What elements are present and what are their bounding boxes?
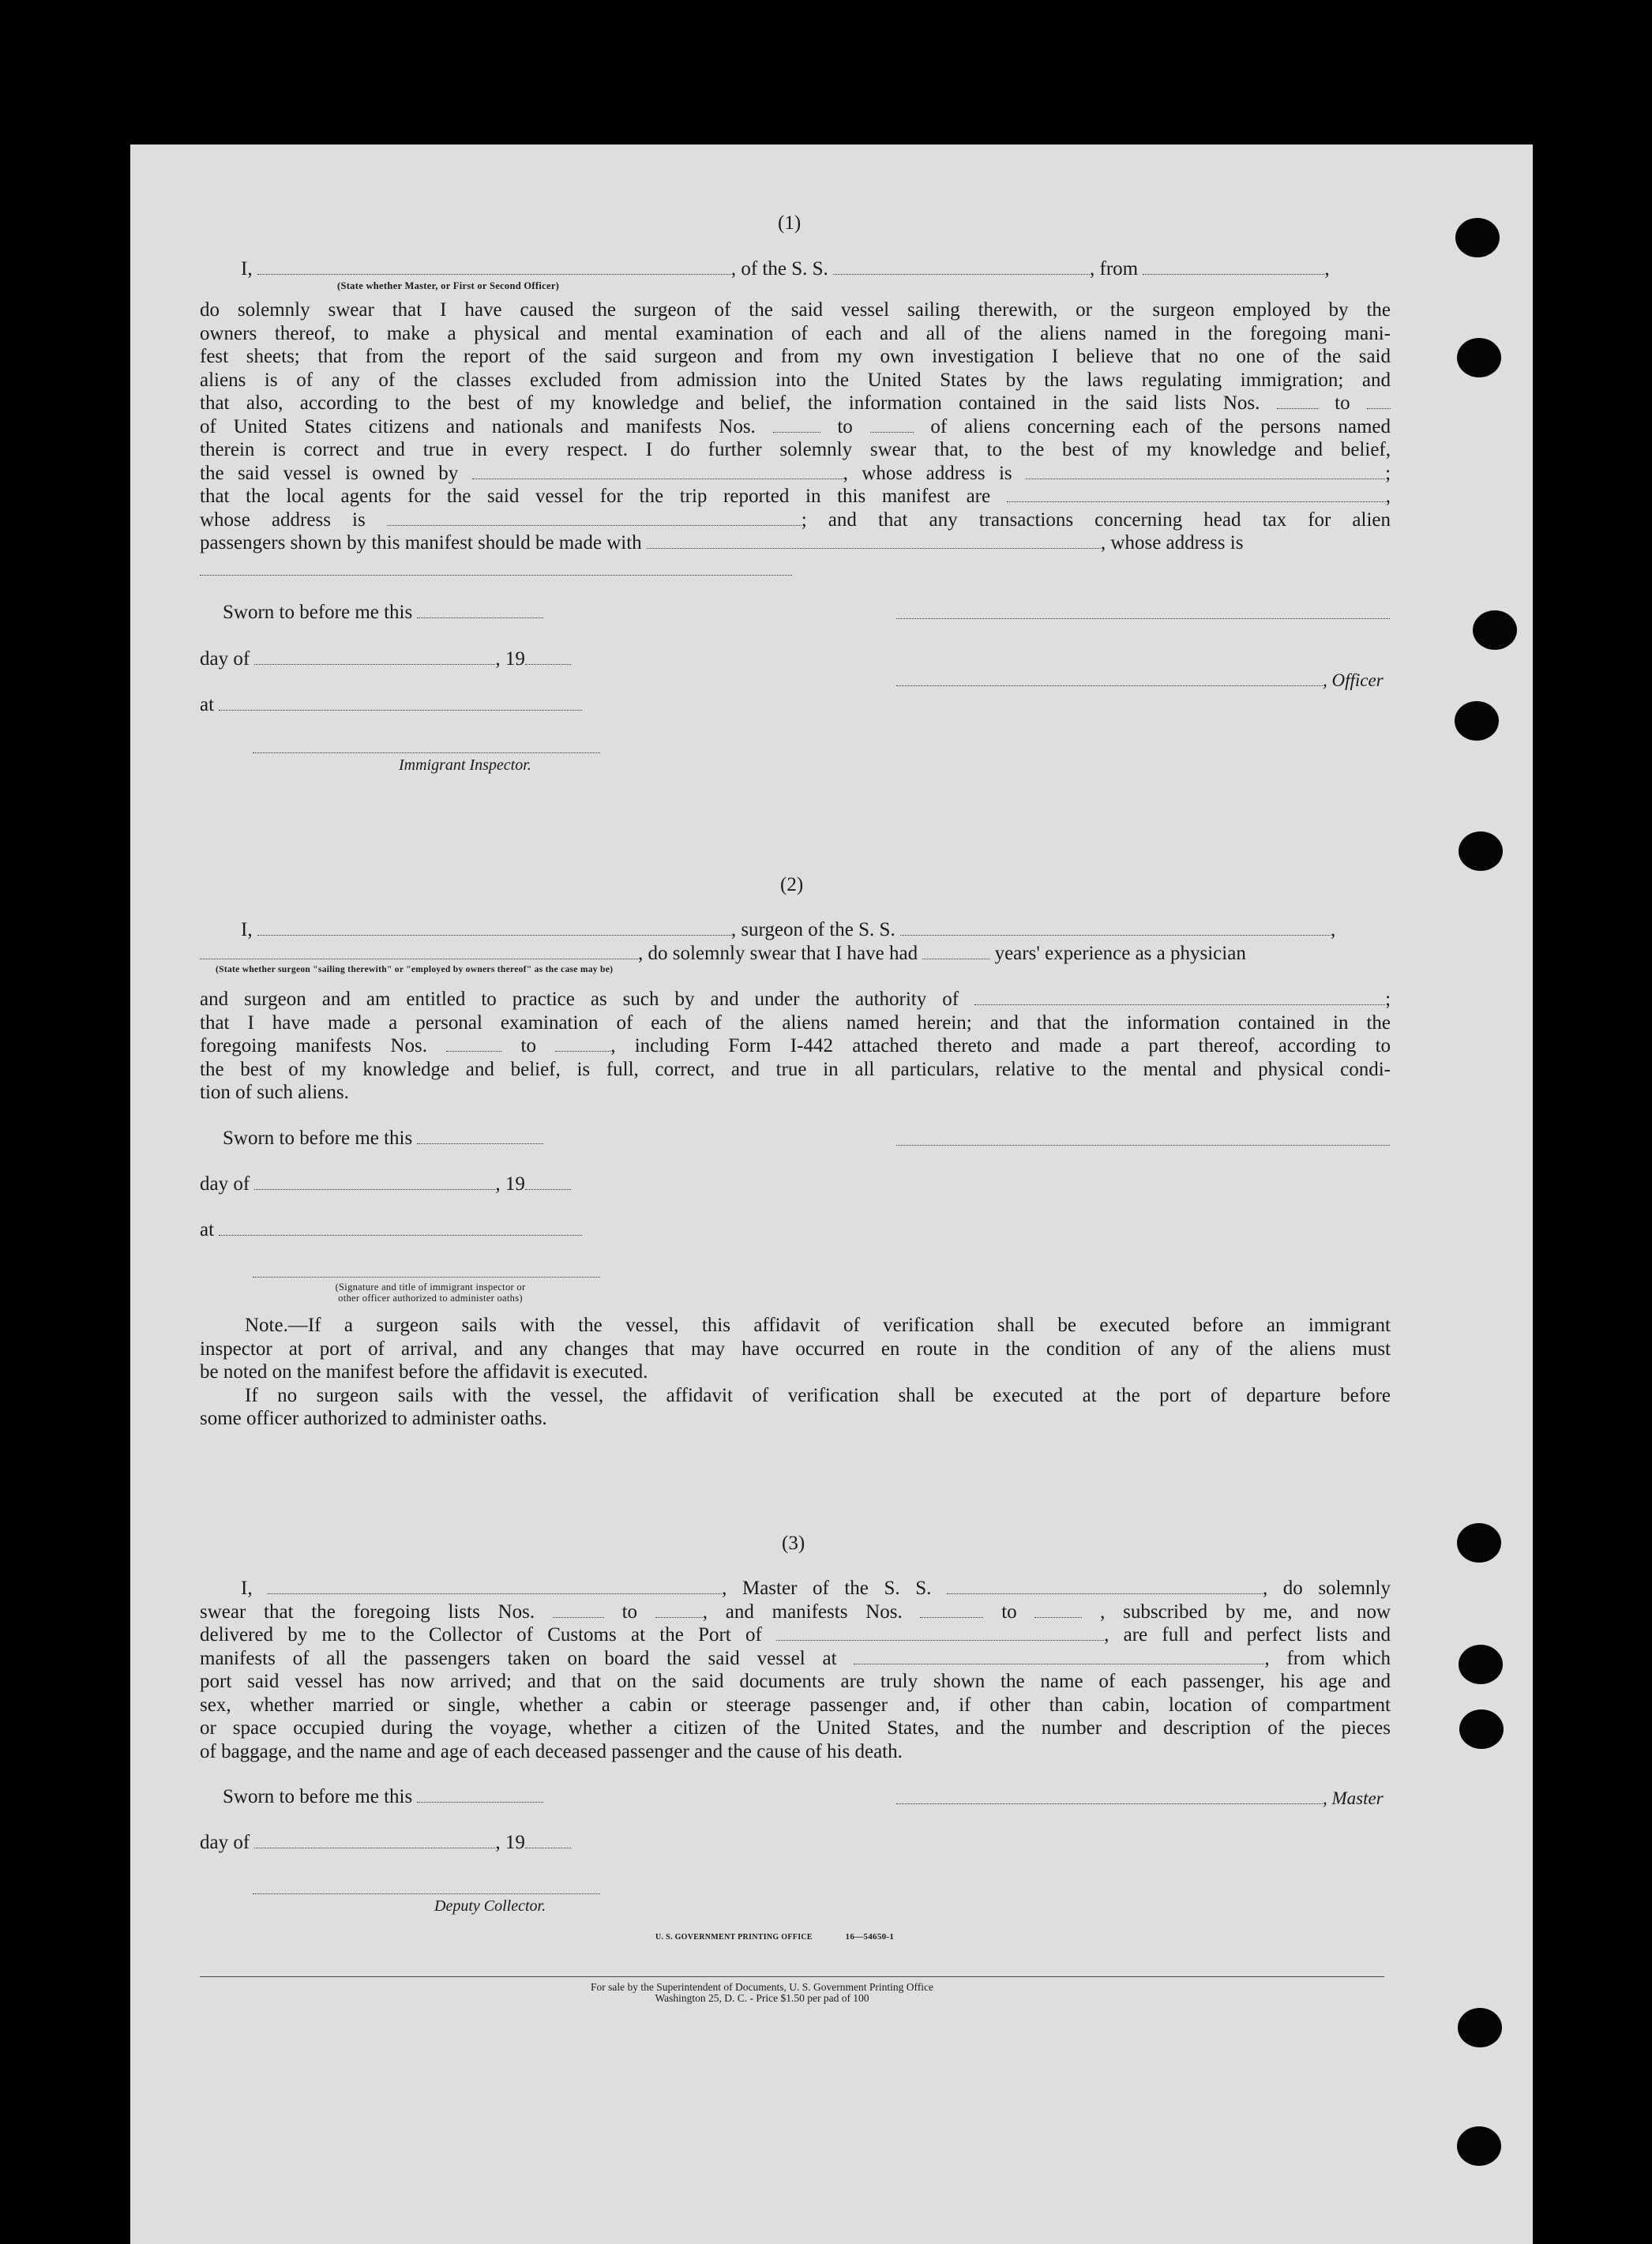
deputy-caption: Deputy Collector. (434, 1897, 546, 1915)
surgeon-signature-field[interactable] (896, 1145, 1390, 1146)
label-year: , 19 (495, 648, 525, 670)
vessel-name-field[interactable] (833, 274, 1090, 275)
text-line: the best of my knowledge and belief, is full, correct, and true in all particulars, relative to the mental and physical condi- (200, 1058, 1391, 1080)
text-line (200, 508, 1391, 532)
sworn-line (223, 1785, 543, 1809)
agents-address-field[interactable] (387, 525, 802, 526)
section-number: (1) (778, 212, 802, 234)
text-line (200, 1623, 1391, 1647)
year-field[interactable] (525, 664, 571, 665)
text-line (200, 485, 1391, 508)
section-number: (2) (780, 874, 804, 895)
manifests-from-field[interactable] (446, 1051, 501, 1052)
text-line: If no surgeon sails with the vessel, the affidavit of verification shall be executed at the port of departure before (245, 1384, 1391, 1406)
officer-title-line (896, 669, 1384, 692)
label-i: I, (241, 1578, 253, 1599)
text-line (200, 531, 1391, 555)
text: , including Form I-442 attached thereto and made a part thereof, according to (610, 1035, 1391, 1056)
authority-field[interactable] (974, 1004, 1385, 1005)
text: , from which (1264, 1647, 1391, 1669)
sale-line: Washington 25, D. C. - Price $1.50 per pad of 100 (655, 1992, 869, 2004)
text: manifests of all the passengers taken on board the said vessel at (200, 1647, 837, 1669)
text: to (1335, 392, 1350, 414)
officer-rank-field[interactable] (257, 274, 731, 275)
day-of-line (200, 1173, 571, 1196)
inspector-caption: Immigrant Inspector. (399, 756, 531, 774)
text-line (200, 392, 1391, 415)
text-line: port said vessel has now arrived; and that on the said documents are truly shown the name of each passenger, his age and (200, 1671, 1391, 1692)
label-sworn: Sworn to before me this (223, 1786, 413, 1807)
text: whose address is (200, 508, 366, 531)
text: , and manifests Nos. (702, 1600, 903, 1623)
lists-to-field[interactable] (655, 1617, 703, 1618)
label-i: I, (241, 919, 253, 940)
port-field[interactable] (776, 1640, 1104, 1641)
binder-hole (1457, 2126, 1501, 2166)
text: to (621, 1600, 638, 1623)
label-sworn: Sworn to before me this (223, 1128, 413, 1149)
oath-line-1 (241, 257, 1330, 281)
at-place-field[interactable] (219, 1235, 582, 1236)
footer-rule (200, 1976, 1384, 1977)
text-line: that I have made a personal examination of each of the aliens named herein; and that the information contained in the (200, 1011, 1391, 1034)
text-line (200, 415, 1391, 439)
text: , do solemnly swear that I have had (638, 943, 918, 964)
text-line: inspector at port of arrival, and any changes that may have occurred en route in the condition of any of the aliens must (200, 1338, 1391, 1360)
at-place-field[interactable] (219, 710, 582, 711)
label-i: I, (241, 258, 253, 280)
text: to (520, 1035, 536, 1056)
sale-notice (446, 1982, 1078, 2004)
text-line (200, 462, 1391, 486)
label-year: , 19 (495, 1173, 525, 1195)
text: passengers shown by this manifest should be made with (200, 532, 642, 553)
text-line: or space occupied during the voyage, whether a citizen of the United States, and the number and description of the pieces (200, 1717, 1391, 1739)
sworn-day-field[interactable] (417, 617, 543, 618)
master-signature-field[interactable] (896, 1803, 1323, 1804)
label-day-of: day of (200, 648, 250, 670)
text: , Master of the S. S. (722, 1578, 932, 1599)
text: the said vessel is owned by (200, 462, 459, 484)
sworn-day-field[interactable] (417, 1802, 543, 1803)
text: delivered by me to the Collector of Customs at the Port of (200, 1624, 762, 1645)
text: years' experience as a physician (994, 943, 1246, 964)
label-of-ss: , of the S. S. (730, 258, 828, 280)
caption-line: (Signature and title of immigrant inspector or (335, 1281, 526, 1293)
gpo-imprint (655, 1932, 894, 1942)
label-officer: , Officer (1323, 670, 1384, 690)
text: swear that the foregoing lists Nos. (200, 1600, 535, 1623)
section-number: (3) (782, 1533, 805, 1554)
section2-paragraph (200, 988, 1391, 1105)
master-name-field[interactable] (268, 1593, 722, 1594)
sworn-line (223, 601, 543, 625)
field-caption: (State whether surgeon "sailing therewith" or "employed by owners thereof" as the case may be) (216, 965, 614, 974)
text-line: sex, whether married or single, whether a cabin or steerage passenger and, if other than cabin, location of compartment (200, 1694, 1391, 1716)
master-signature-line (896, 1787, 1384, 1811)
label-surgeon-of-ss: , surgeon of the S. S. (730, 919, 895, 940)
binder-hole (1459, 1709, 1504, 1749)
at-line (200, 693, 582, 717)
surgeon-line-1 (241, 918, 1335, 942)
surgeon-line-2 (200, 942, 1246, 966)
text-line: Note.—If a surgeon sails with the vessel, this affidavit of verification shall be executed before an immigrant (245, 1315, 1391, 1336)
departure-port-field[interactable] (1143, 274, 1324, 275)
manifests-to-field[interactable] (555, 1051, 610, 1052)
at-line (200, 1218, 582, 1242)
text-line (200, 1577, 1391, 1600)
surgeon-vessel-field[interactable] (900, 935, 1331, 936)
text-line: do solemnly swear that I have caused the surgeon of the said vessel sailing therewith, or the surgeon employed by the (200, 299, 1391, 321)
manifests-from-field[interactable] (920, 1617, 983, 1618)
binder-hole (1473, 610, 1517, 650)
binder-hole (1455, 218, 1500, 257)
text: of United States citizens and nationals and manifests Nos. (200, 415, 756, 437)
text: that also, according to the best of my knowledge and belief, the information contained in the said lists Nos. (200, 392, 1260, 414)
text-line: therein is correct and true in every respect. I do further solemnly swear that, to the best of my knowledge and belief, (200, 439, 1391, 460)
lists-from-field[interactable] (1277, 408, 1318, 409)
form-page (130, 144, 1533, 2244)
text: , subscribed by me, and now (1100, 1600, 1391, 1623)
text-line (200, 1600, 1391, 1624)
sworn-line (223, 1127, 543, 1150)
signature-caption (265, 1281, 596, 1304)
head-tax-party-field[interactable] (647, 548, 1101, 549)
label-at: at (200, 694, 215, 715)
text: foregoing manifests Nos. (200, 1035, 428, 1056)
text-line: some officer authorized to administer oaths. (200, 1408, 547, 1429)
label-at: at (200, 1219, 215, 1240)
section1-paragraph (200, 298, 1391, 555)
text: ; (1385, 989, 1391, 1010)
text: ; and that any transactions concerning head tax for alien (801, 508, 1391, 531)
caption-line: other officer authorized to administer oaths) (338, 1293, 523, 1304)
punct: , (1330, 919, 1336, 940)
address-continuation-field[interactable] (200, 575, 792, 576)
text-line: aliens is of any of the classes excluded from admission into the United States by the laws regulating immigration; and (200, 369, 1391, 391)
text: and surgeon and am entitled to practice as such by and under the authority of (200, 989, 959, 1010)
text: of aliens concerning each of the persons named (930, 415, 1391, 437)
form-code: 16—54650-1 (845, 1932, 895, 1942)
manifests-to-field[interactable] (1034, 1617, 1082, 1618)
manifests-to-field[interactable] (870, 432, 914, 433)
text: that the local agents for the said vessel for the trip reported in this manifest are (200, 486, 991, 507)
gpo-text: U. S. GOVERNMENT PRINTING OFFICE (655, 1933, 813, 1942)
text-line (200, 1034, 1391, 1058)
field-caption: (State whether Master, or First or Second Officer) (337, 280, 560, 291)
binder-hole (1457, 338, 1501, 377)
year-field[interactable] (525, 1189, 571, 1190)
binder-hole (1457, 1523, 1501, 1563)
month-field[interactable] (254, 664, 495, 665)
label-master: , Master (1323, 1788, 1384, 1808)
text-line (200, 1647, 1391, 1671)
label-sworn: Sworn to before me this (223, 602, 413, 623)
note-paragraph (200, 1314, 1391, 1431)
officer-signature-field[interactable] (896, 618, 1390, 619)
binder-hole (1459, 831, 1503, 871)
punct: , (1324, 258, 1330, 280)
text: , whose address is (843, 462, 1012, 484)
vessel-name-field[interactable] (947, 1593, 1263, 1594)
label-day-of: day of (200, 1173, 250, 1195)
lists-to-field[interactable] (1367, 408, 1391, 409)
label-year: , 19 (495, 1832, 525, 1853)
manifests-from-field[interactable] (773, 432, 820, 433)
text: , do solemnly (1262, 1578, 1391, 1599)
binder-hole (1455, 701, 1499, 741)
text: to (837, 415, 853, 437)
text: , whose address is (1100, 532, 1244, 553)
text-line: owners thereof, to make a physical and mental examination of each and all of the aliens named in the foregoing mani- (200, 322, 1391, 344)
label-day-of: day of (200, 1832, 250, 1853)
deputy-signature-field[interactable] (253, 1893, 600, 1894)
binder-hole (1459, 1645, 1503, 1684)
text-line: of baggage, and the name and age of each deceased passenger and the cause of his death. (200, 1740, 903, 1762)
text-line (200, 988, 1391, 1011)
text: to (1001, 1600, 1017, 1623)
day-of-line (200, 1831, 571, 1855)
binder-hole (1458, 2008, 1502, 2047)
sale-line: For sale by the Superintendent of Documents, U. S. Government Printing Office (591, 1981, 933, 1993)
owner-field[interactable] (472, 478, 843, 479)
text-line: be noted on the manifest before the affidavit is executed. (200, 1361, 648, 1383)
section3-paragraph (200, 1577, 1391, 1763)
label-from: , from (1090, 258, 1139, 280)
lists-from-field[interactable] (553, 1617, 604, 1618)
officer-title-field[interactable] (896, 685, 1323, 686)
month-field[interactable] (254, 1189, 495, 1190)
sworn-day-field[interactable] (417, 1143, 543, 1144)
text: , (1385, 486, 1391, 507)
owner-address-field[interactable] (1026, 478, 1385, 479)
text: , are full and perfect lists and (1104, 1624, 1391, 1645)
text-line: tion of such aliens. (200, 1082, 349, 1103)
text: ; (1385, 462, 1391, 484)
inspector-signature-field[interactable] (253, 1277, 600, 1278)
inspector-signature-field[interactable] (253, 752, 600, 753)
text-line: fest sheets; that from the report of the said surgeon and from my own investigation I believe that no one of the said (200, 346, 1391, 367)
surgeon-name-field[interactable] (257, 935, 731, 936)
local-agents-field[interactable] (1007, 501, 1386, 502)
day-of-line (200, 647, 571, 671)
